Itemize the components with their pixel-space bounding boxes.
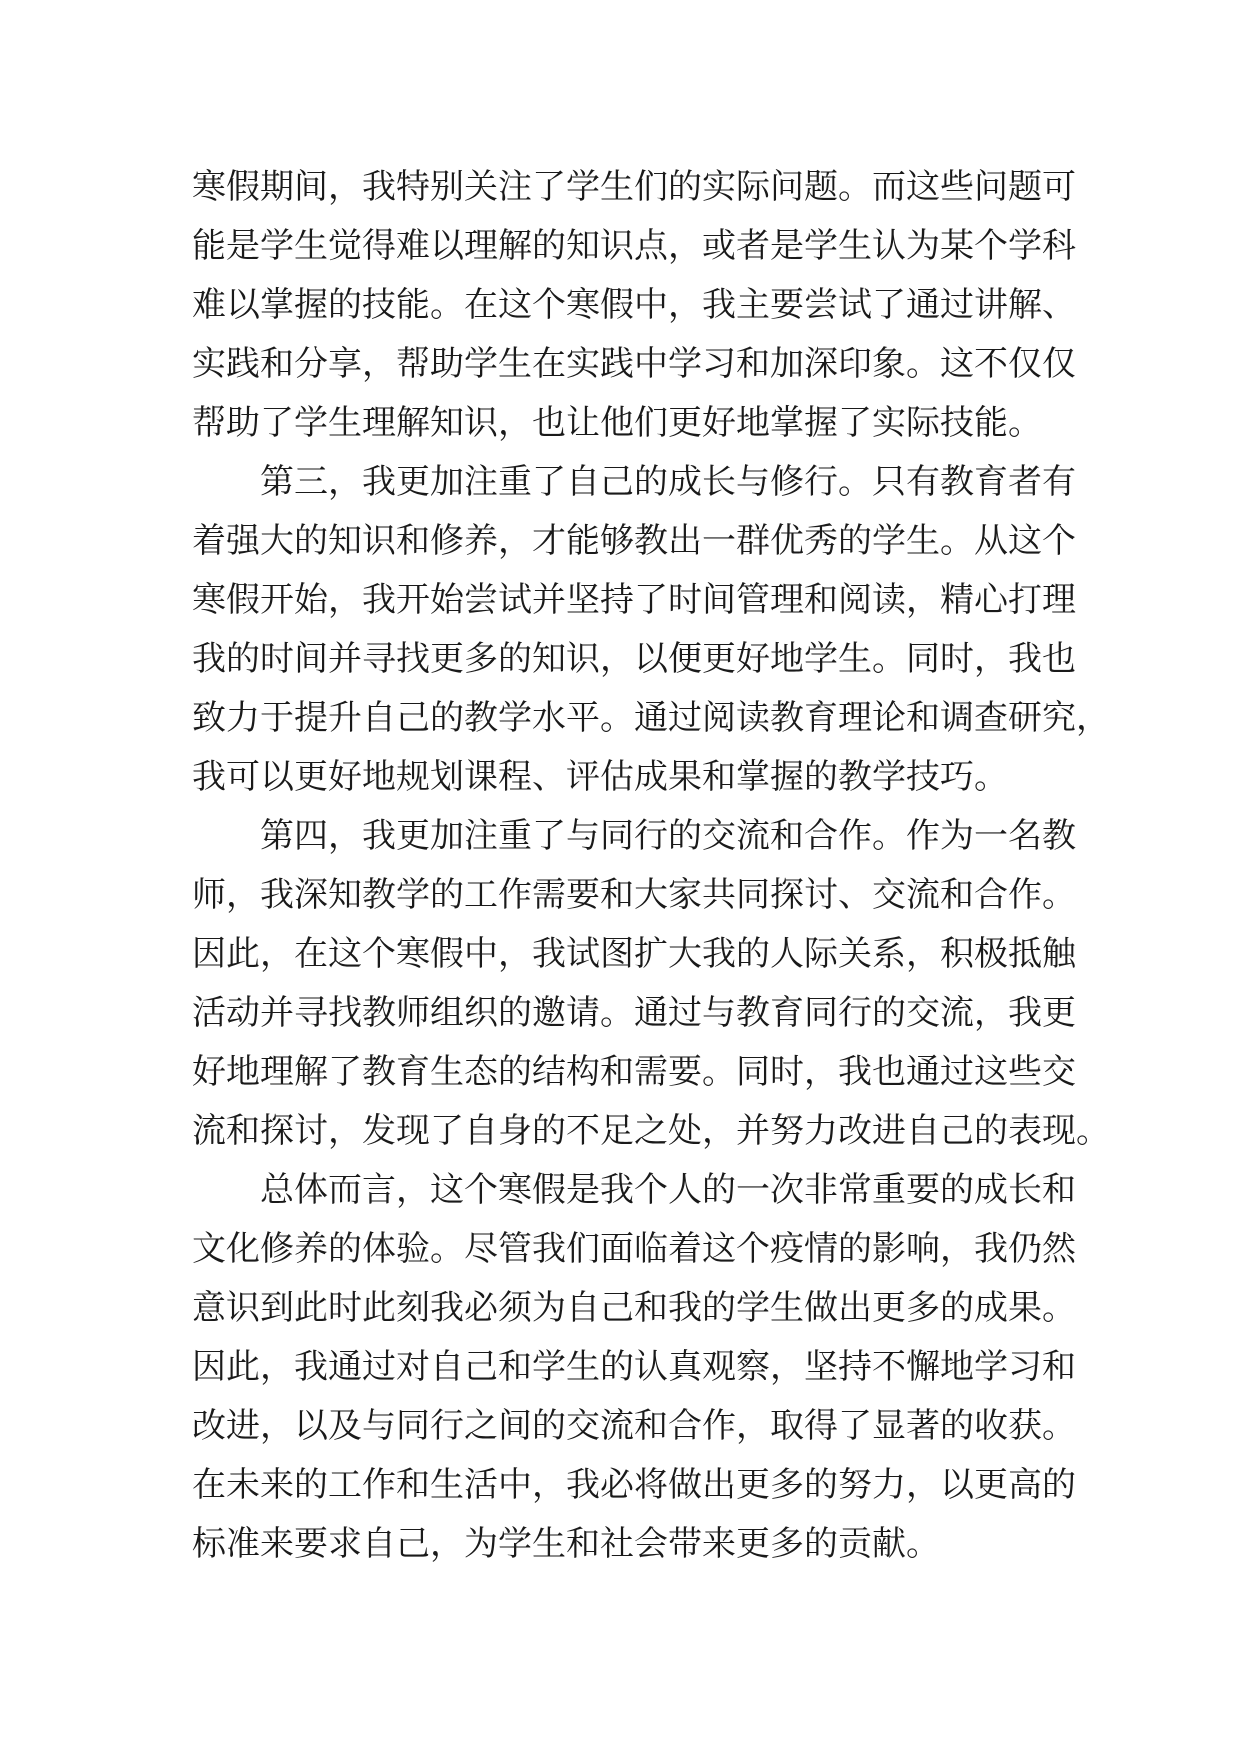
text-line: 帮助了学生理解知识，也让他们更好地掌握了实际技能。 [192, 403, 1042, 443]
text-line: 着强大的知识和修养，才能够教出一群优秀的学生。从这个 [192, 521, 1076, 561]
paragraph-first-line: 第四，我更加注重了与同行的交流和合作。作为一名教 [260, 816, 1076, 856]
text-line: 能是学生觉得难以理解的知识点，或者是学生认为某个学科 [192, 226, 1076, 266]
text-line: 好地理解了教育生态的结构和需要。同时，我也通过这些交 [192, 1052, 1076, 1092]
body-text [192, 158, 1110, 1574]
text-line: 流和探讨，发现了自身的不足之处，并努力改进自己的表现。 [192, 1111, 1110, 1151]
text-line: 致力于提升自己的教学水平。通过阅读教育理论和调查研究， [192, 698, 1110, 738]
paragraph-first-line: 第三，我更加注重了自己的成长与修行。只有教育者有 [260, 462, 1076, 502]
text-line: 因此，在这个寒假中，我试图扩大我的人际关系，积极抵触 [192, 934, 1076, 974]
text-line: 活动并寻找教师组织的邀请。通过与教育同行的交流，我更 [192, 993, 1076, 1033]
paragraph-first-line: 总体而言，这个寒假是我个人的一次非常重要的成长和 [260, 1170, 1076, 1210]
text-line: 我可以更好地规划课程、评估成果和掌握的教学技巧。 [192, 757, 1008, 797]
text-line: 难以掌握的技能。在这个寒假中，我主要尝试了通过讲解、 [192, 285, 1076, 325]
text-line: 文化修养的体验。尽管我们面临着这个疫情的影响，我仍然 [192, 1229, 1076, 1269]
text-line: 在未来的工作和生活中，我必将做出更多的努力，以更高的 [192, 1465, 1076, 1505]
text-line: 寒假开始，我开始尝试并坚持了时间管理和阅读，精心打理 [192, 580, 1076, 620]
text-line: 寒假期间，我特别关注了学生们的实际问题。而这些问题可 [192, 167, 1076, 207]
text-line: 实践和分享，帮助学生在实践中学习和加深印象。这不仅仅 [192, 344, 1076, 384]
text-line: 改进，以及与同行之间的交流和合作，取得了显著的收获。 [192, 1406, 1076, 1446]
text-line: 意识到此时此刻我必须为自己和我的学生做出更多的成果。 [192, 1288, 1076, 1328]
text-line: 我的时间并寻找更多的知识，以便更好地学生。同时，我也 [192, 639, 1076, 679]
text-line: 因此，我通过对自己和学生的认真观察，坚持不懈地学习和 [192, 1347, 1076, 1387]
text-line: 师，我深知教学的工作需要和大家共同探讨、交流和合作。 [192, 875, 1076, 915]
text-line: 标准来要求自己，为学生和社会带来更多的贡献。 [192, 1524, 940, 1564]
